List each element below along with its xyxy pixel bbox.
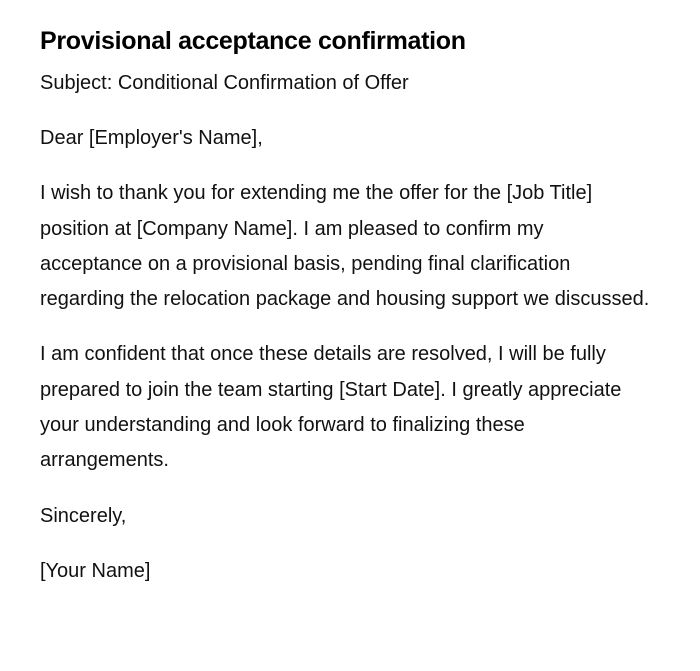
letter-paragraph-1: I wish to thank you for extending me the offer for the [Job Title] position at [Company Name]. I am pleased to confirm my acceptance on a provisional basis, pending final clarification regarding the relocation package and housing support we discussed.	[40, 182, 650, 311]
letter-salutation: Dear [Employer's Name],	[40, 127, 263, 149]
letter-closing: Sincerely,	[40, 504, 127, 527]
letter-title: Provisional acceptance confirmation	[40, 27, 466, 55]
letter-paragraph-2: I am confident that once these details are resolved, I will be fully prepared to join the team starting [Start Date]. I greatly appreciate your understanding and look forward to finalizing these arrangements.	[40, 343, 622, 472]
letter-subject: Subject: Conditional Confirmation of Offer	[40, 72, 409, 94]
letter-signature: [Your Name]	[40, 559, 151, 582]
